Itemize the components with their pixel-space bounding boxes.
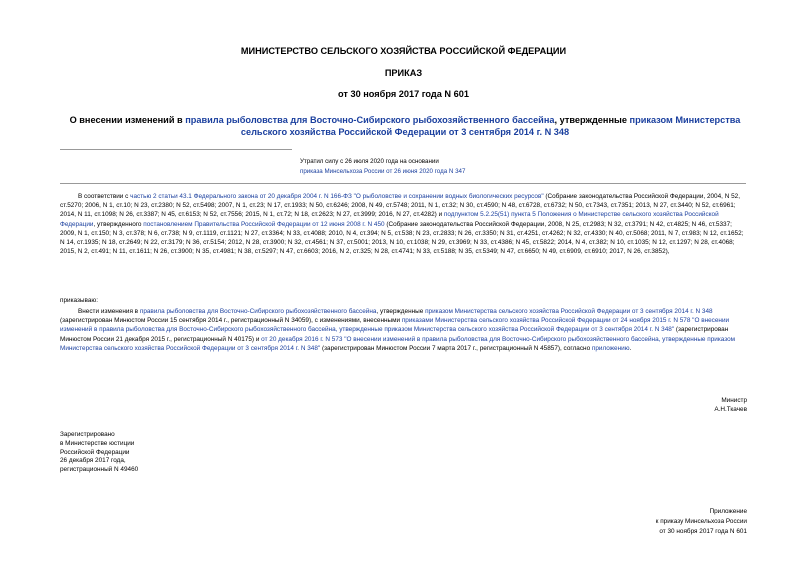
- signature-name: А.Н.Ткачев: [714, 405, 747, 413]
- link-ministry-regulation[interactable]: подпунктом 5.2.25(51) пункта 5 Положения о Министерстве сельского хозяйства Российской Федерации: [60, 211, 719, 228]
- registration-line: регистрационный N 49460: [60, 466, 139, 474]
- registration-line: Зарегистрировано: [60, 431, 115, 438]
- appendix-line: Приложение: [709, 508, 747, 515]
- ministry-heading: МИНИСТЕРСТВО СЕЛЬСКОГО ХОЗЯЙСТВА РОССИЙСКОЙ ФЕДЕРАЦИИ: [240, 46, 567, 56]
- divider: [60, 149, 292, 150]
- body-text: (зарегистрирован Минюстом России 15 сентября 2014 г., регистрационный N 34059), с изменениями, внесенными: [60, 317, 402, 325]
- body-text: (зарегистрирован Минюстом России 7 марта 2017 г., регистрационный N 45857), согласно: [320, 344, 592, 352]
- appendix-block: [656, 507, 747, 537]
- doc-type-heading: ПРИКАЗ: [384, 68, 423, 78]
- body-text: Внести изменения в: [78, 308, 140, 315]
- appendix-line: к приказу Минсельхоза России: [655, 518, 747, 525]
- order-word: приказываю:: [60, 297, 98, 304]
- preamble-text: В соответствии с: [78, 193, 131, 200]
- preamble-text: , утвержденного: [93, 220, 144, 228]
- title-link-order-348[interactable]: приказом Министерства сельского хозяйства Российской Федерации от 3 сентября 2014 г. N 348: [240, 115, 741, 137]
- body-text: .: [629, 344, 632, 352]
- validity-note-text: Утратил силу с 26 июля 2020 года на основании: [300, 158, 439, 165]
- registration-block: [60, 431, 138, 475]
- link-order-578[interactable]: приказами Министерства сельского хозяйства Российской Федерации от 24 ноября 2015 г. N 578 "О внесении изменений в правила рыболовства для Восточно-Сибирского рыбохозяйственного бассейна, утвержденные приказом Министерства сельского хозяйства Российской Федерации от 3 сентября 2014 г. N 348": [60, 317, 730, 334]
- title-text: О внесении изменений в: [69, 115, 186, 125]
- title-link-rules[interactable]: правила рыболовства для Восточно-Сибирского рыбохозяйственного бассейна: [185, 115, 555, 125]
- doc-date-number: от 30 ноября 2017 года N 601: [338, 89, 469, 99]
- preamble-paragraph: [60, 192, 746, 256]
- validity-note: [300, 157, 508, 177]
- link-government-decree-450[interactable]: постановлением Правительства Российской Федерации от 12 июня 2008 г. N 450: [143, 220, 385, 228]
- registration-line: 26 декабря 2017 года,: [60, 457, 126, 465]
- link-order-348[interactable]: приказом Министерства сельского хозяйства Российской Федерации от 3 сентября 2014 г. N 348: [425, 308, 713, 315]
- appendix-line: от 30 ноября 2017 года N 601: [659, 528, 747, 535]
- registration-line: Российской Федерации: [60, 448, 130, 456]
- registration-line: в Министерстве юстиции: [60, 439, 135, 447]
- preamble-text: (Собрание законодательства Российской Федерации, 2008, N 25, ст.2983; N 32, ст.3791; N 42, ст.4825; N 46, ст.5337; 2009, N 1, ст.150; N 3, ст.378; N 6, ст.738; N 9, ст.1119, ст.1121; N 27, ст.3364; N 33, ст.4088; 2010, N 4, ст.394; N 5, ст.538; N 23, ст.2833; N 26, ст.3350; N 31, ст.4251, ст.4262; N 32, ст.4330; N 40, ст.5068; 2011, N 7, ст.983; N 12, ст.1652; N 14, ст.1935; N 18, ст.2649; N 22, ст.3179; N 36, ст.5154; 2012, N 28, ст.3900; N 32, ст.4561; N 37, ст.5001; 2013, N 10, ст.1038; N 29, ст.3969; N 33, ст.4386; N 45, ст.5822; 2014, N 4, ст.382; N 10, ст.1035; N 12, ст.1297; N 28, ст.4068; 2015, N 2, ст.491; N 11, ст.1611; N 26, ст.3900; N 35, ст.4981; N 38, ст.5297; N 47, ст.6603; 2016, N 2, ст.325; N 28, ст.4741; N 33, ст.5188; N 35, ст.5349; N 47, ст.6650; N 49, ст.6909, ст.6910; 2017, N 26, ст.3852),: [60, 220, 744, 256]
- title-text: , утвержденные: [554, 115, 630, 125]
- link-federal-law-166[interactable]: частью 2 статьи 43.1 Федерального закона от 20 декабря 2004 г. N 166-ФЗ "О рыболовстве и сохранении водных биологических ресурсов": [130, 193, 544, 200]
- body-paragraph: [60, 307, 748, 353]
- body-text: (зарегистрирован Минюстом России 21 декабря 2015 г., регистрационный N 40175) и: [60, 326, 729, 343]
- preamble-text: (Собрание законодательства Российской Федерации, 2004, N 52, ст.5270; 2006, N 1, ст.10; N 23, ст.2380; N 52, ст.5498; 2007, N 1, ст.23; N 17, ст.1933; N 50, ст.6246; 2008, N 49, ст.5748; 2011, N 1, ст.32; N 30, ст.4590; N 48, ст.6728, ст.6732; N 50, ст.7343, ст.7351; 2013, N 27, ст.3440; N 52, ст.6961; 2014, N 11, ст.1098; N 26, ст.3387; N 45, ст.6153; N 52, ст.7556; 2015, N 1, ст.72; N 18, ст.2623; N 27, ст.3999; 2016, N 27, ст.4282) и: [60, 193, 740, 219]
- link-fishing-rules[interactable]: правила рыболовства для Восточно-Сибирского рыбохозяйственного бассейна: [139, 308, 377, 315]
- validity-note-link[interactable]: приказа Минсельхоза России от 26 июня 2020 года N 347: [300, 168, 466, 175]
- signature-position: Министр: [721, 397, 747, 404]
- link-appendix[interactable]: приложению: [591, 344, 630, 352]
- link-order-573[interactable]: от 20 декабря 2016 г. N 573 "О внесении изменений в правила рыболовства для Восточно-Сибирского рыбохозяйственного бассейна, утвержденные приказом Министерства сельского хозяйства Российской Федерации от 3 сентября 2014 г. N 348": [60, 335, 736, 352]
- document-title: [60, 114, 750, 138]
- body-text: , утвержденные: [376, 308, 426, 315]
- signature-block: [714, 397, 747, 415]
- divider: [60, 183, 746, 184]
